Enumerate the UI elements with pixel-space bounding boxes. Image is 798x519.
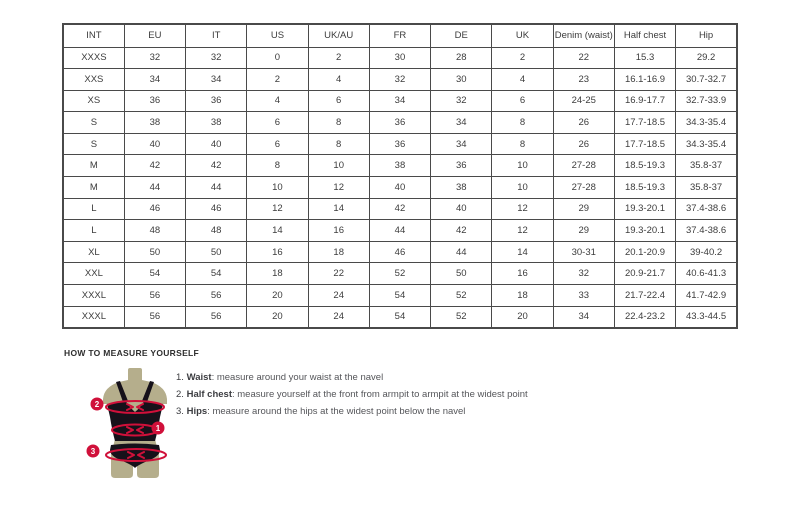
value-cell: 20 — [492, 306, 553, 328]
value-cell: 14 — [247, 220, 308, 242]
size-row — [63, 47, 737, 69]
value-cell: 42 — [369, 198, 430, 220]
value-cell: 34 — [553, 306, 614, 328]
value-cell: 30-31 — [553, 241, 614, 263]
value-cell: 24 — [308, 285, 369, 307]
value-cell: 27-28 — [553, 155, 614, 177]
value-cell: 2 — [247, 69, 308, 91]
value-cell: 46 — [186, 198, 247, 220]
value-cell: 34.3-35.4 — [676, 133, 737, 155]
size-row — [63, 306, 737, 328]
value-cell: 40 — [186, 133, 247, 155]
size-label-cell: L — [63, 198, 124, 220]
size-label-cell: M — [63, 155, 124, 177]
size-label-cell: XXXL — [63, 306, 124, 328]
value-cell: 34 — [124, 69, 185, 91]
value-cell: 36 — [369, 133, 430, 155]
value-cell: 12 — [247, 198, 308, 220]
value-cell: 54 — [124, 263, 185, 285]
value-cell: 38 — [186, 112, 247, 134]
table-body — [63, 47, 737, 328]
column-header: DE — [431, 24, 492, 47]
value-cell: 32 — [369, 69, 430, 91]
value-cell: 44 — [431, 241, 492, 263]
value-cell: 34.3-35.4 — [676, 112, 737, 134]
value-cell: 22 — [308, 263, 369, 285]
instruction-number: 3. — [176, 406, 184, 417]
value-cell: 56 — [186, 285, 247, 307]
instruction-label: Half chest — [186, 389, 232, 400]
instruction-number: 2. — [176, 389, 184, 400]
value-cell: 22.4-23.2 — [614, 306, 675, 328]
value-cell: 0 — [247, 47, 308, 69]
value-cell: 33 — [553, 285, 614, 307]
value-cell: 16 — [308, 220, 369, 242]
value-cell: 36 — [431, 155, 492, 177]
size-row — [63, 198, 737, 220]
value-cell: 12 — [492, 198, 553, 220]
size-label-cell: XL — [63, 241, 124, 263]
value-cell: 40 — [431, 198, 492, 220]
value-cell: 34 — [431, 112, 492, 134]
value-cell: 32 — [553, 263, 614, 285]
value-cell: 32 — [186, 47, 247, 69]
value-cell: 56 — [124, 285, 185, 307]
value-cell: 10 — [308, 155, 369, 177]
value-cell: 26 — [553, 112, 614, 134]
size-label-cell: L — [63, 220, 124, 242]
value-cell: 56 — [124, 306, 185, 328]
value-cell: 8 — [492, 133, 553, 155]
instruction-number: 1. — [176, 372, 184, 383]
value-cell: 52 — [431, 306, 492, 328]
size-label-cell: XXL — [63, 263, 124, 285]
value-cell: 35.8-37 — [676, 155, 737, 177]
value-cell: 12 — [308, 177, 369, 199]
value-cell: 20 — [247, 306, 308, 328]
value-cell: 32 — [431, 90, 492, 112]
value-cell: 42 — [431, 220, 492, 242]
value-cell: 52 — [369, 263, 430, 285]
measure-instructions — [176, 371, 528, 422]
value-cell: 30.7-32.7 — [676, 69, 737, 91]
instruction-label: Hips — [186, 406, 208, 417]
value-cell: 46 — [124, 198, 185, 220]
value-cell: 40 — [369, 177, 430, 199]
value-cell: 44 — [186, 177, 247, 199]
value-cell: 21.7-22.4 — [614, 285, 675, 307]
value-cell: 56 — [186, 306, 247, 328]
value-cell: 10 — [492, 177, 553, 199]
column-header: INT — [63, 24, 124, 47]
value-cell: 36 — [124, 90, 185, 112]
measurement-figure — [83, 367, 187, 481]
column-header: EU — [124, 24, 185, 47]
badge-number-1: 1 — [155, 424, 161, 433]
value-cell: 32 — [124, 47, 185, 69]
size-conversion-table — [62, 23, 738, 329]
value-cell: 14 — [492, 241, 553, 263]
value-cell: 42 — [124, 155, 185, 177]
value-cell: 22 — [553, 47, 614, 69]
value-cell: 44 — [124, 177, 185, 199]
size-row — [63, 90, 737, 112]
value-cell: 54 — [186, 263, 247, 285]
value-cell: 17.7-18.5 — [614, 133, 675, 155]
value-cell: 8 — [492, 112, 553, 134]
value-cell: 50 — [186, 241, 247, 263]
column-header: UK/AU — [308, 24, 369, 47]
value-cell: 37.4-38.6 — [676, 220, 737, 242]
size-label-cell: XS — [63, 90, 124, 112]
value-cell: 48 — [186, 220, 247, 242]
value-cell: 24 — [308, 306, 369, 328]
value-cell: 23 — [553, 69, 614, 91]
value-cell: 4 — [247, 90, 308, 112]
value-cell: 30 — [431, 69, 492, 91]
value-cell: 16.1-16.9 — [614, 69, 675, 91]
size-label-cell: XXXL — [63, 285, 124, 307]
size-row — [63, 69, 737, 91]
value-cell: 40 — [124, 133, 185, 155]
value-cell: 40.6-41.3 — [676, 263, 737, 285]
measure-section-title: HOW TO MEASURE YOURSELF — [64, 348, 200, 358]
value-cell: 35.8-37 — [676, 177, 737, 199]
value-cell: 32.7-33.9 — [676, 90, 737, 112]
value-cell: 10 — [492, 155, 553, 177]
size-row — [63, 155, 737, 177]
value-cell: 34 — [431, 133, 492, 155]
value-cell: 38 — [369, 155, 430, 177]
value-cell: 18 — [247, 263, 308, 285]
badge-number-2: 2 — [94, 400, 100, 409]
size-row — [63, 112, 737, 134]
value-cell: 18.5-19.3 — [614, 155, 675, 177]
value-cell: 20.1-20.9 — [614, 241, 675, 263]
value-cell: 16 — [492, 263, 553, 285]
instruction-text: : measure yourself at the front from armpit to armpit at the widest point — [231, 389, 528, 400]
column-header: FR — [369, 24, 430, 47]
table-head — [63, 24, 737, 47]
value-cell: 29 — [553, 220, 614, 242]
size-row — [63, 177, 737, 199]
value-cell: 43.3-44.5 — [676, 306, 737, 328]
value-cell: 34 — [186, 69, 247, 91]
value-cell: 38 — [124, 112, 185, 134]
value-cell: 18.5-19.3 — [614, 177, 675, 199]
instruction-hips — [176, 405, 528, 422]
value-cell: 17.7-18.5 — [614, 112, 675, 134]
badge-number-3: 3 — [90, 447, 96, 456]
value-cell: 28 — [431, 47, 492, 69]
size-label-cell: XXS — [63, 69, 124, 91]
value-cell: 48 — [124, 220, 185, 242]
size-label-cell: S — [63, 133, 124, 155]
value-cell: 36 — [369, 112, 430, 134]
value-cell: 18 — [308, 241, 369, 263]
value-cell: 50 — [124, 241, 185, 263]
value-cell: 54 — [369, 306, 430, 328]
value-cell: 19.3-20.1 — [614, 220, 675, 242]
size-row — [63, 263, 737, 285]
instruction-text: : measure around your waist at the navel — [211, 372, 384, 383]
column-header: US — [247, 24, 308, 47]
value-cell: 34 — [369, 90, 430, 112]
value-cell: 2 — [492, 47, 553, 69]
value-cell: 37.4-38.6 — [676, 198, 737, 220]
value-cell: 30 — [369, 47, 430, 69]
size-row — [63, 133, 737, 155]
value-cell: 2 — [308, 47, 369, 69]
size-row — [63, 285, 737, 307]
value-cell: 24-25 — [553, 90, 614, 112]
value-cell: 14 — [308, 198, 369, 220]
value-cell: 8 — [247, 155, 308, 177]
column-header: UK — [492, 24, 553, 47]
value-cell: 26 — [553, 133, 614, 155]
value-cell: 39-40.2 — [676, 241, 737, 263]
value-cell: 41.7-42.9 — [676, 285, 737, 307]
value-cell: 54 — [369, 285, 430, 307]
value-cell: 50 — [431, 263, 492, 285]
value-cell: 12 — [492, 220, 553, 242]
value-cell: 36 — [186, 90, 247, 112]
value-cell: 29 — [553, 198, 614, 220]
value-cell: 6 — [247, 112, 308, 134]
value-cell: 52 — [431, 285, 492, 307]
value-cell: 29.2 — [676, 47, 737, 69]
value-cell: 20.9-21.7 — [614, 263, 675, 285]
size-row — [63, 220, 737, 242]
column-header: IT — [186, 24, 247, 47]
instruction-label: Waist — [186, 372, 212, 383]
value-cell: 6 — [308, 90, 369, 112]
size-row — [63, 241, 737, 263]
value-cell: 20 — [247, 285, 308, 307]
value-cell: 46 — [369, 241, 430, 263]
column-header: Hip — [676, 24, 737, 47]
size-label-cell: M — [63, 177, 124, 199]
value-cell: 16 — [247, 241, 308, 263]
value-cell: 18 — [492, 285, 553, 307]
instruction-half-chest — [176, 388, 528, 405]
header-row — [63, 24, 737, 47]
value-cell: 16.9-17.7 — [614, 90, 675, 112]
value-cell: 42 — [186, 155, 247, 177]
value-cell: 8 — [308, 133, 369, 155]
instruction-waist — [176, 371, 528, 388]
instruction-text: : measure around the hips at the widest point below the navel — [207, 406, 466, 417]
value-cell: 6 — [492, 90, 553, 112]
value-cell: 38 — [431, 177, 492, 199]
value-cell: 15.3 — [614, 47, 675, 69]
column-header: Denim (waist) — [553, 24, 614, 47]
value-cell: 10 — [247, 177, 308, 199]
value-cell: 44 — [369, 220, 430, 242]
size-label-cell: XXXS — [63, 47, 124, 69]
value-cell: 19.3-20.1 — [614, 198, 675, 220]
size-table-container — [62, 23, 738, 329]
value-cell: 8 — [308, 112, 369, 134]
value-cell: 27-28 — [553, 177, 614, 199]
column-header: Half chest — [614, 24, 675, 47]
value-cell: 4 — [308, 69, 369, 91]
size-label-cell: S — [63, 112, 124, 134]
value-cell: 4 — [492, 69, 553, 91]
value-cell: 6 — [247, 133, 308, 155]
